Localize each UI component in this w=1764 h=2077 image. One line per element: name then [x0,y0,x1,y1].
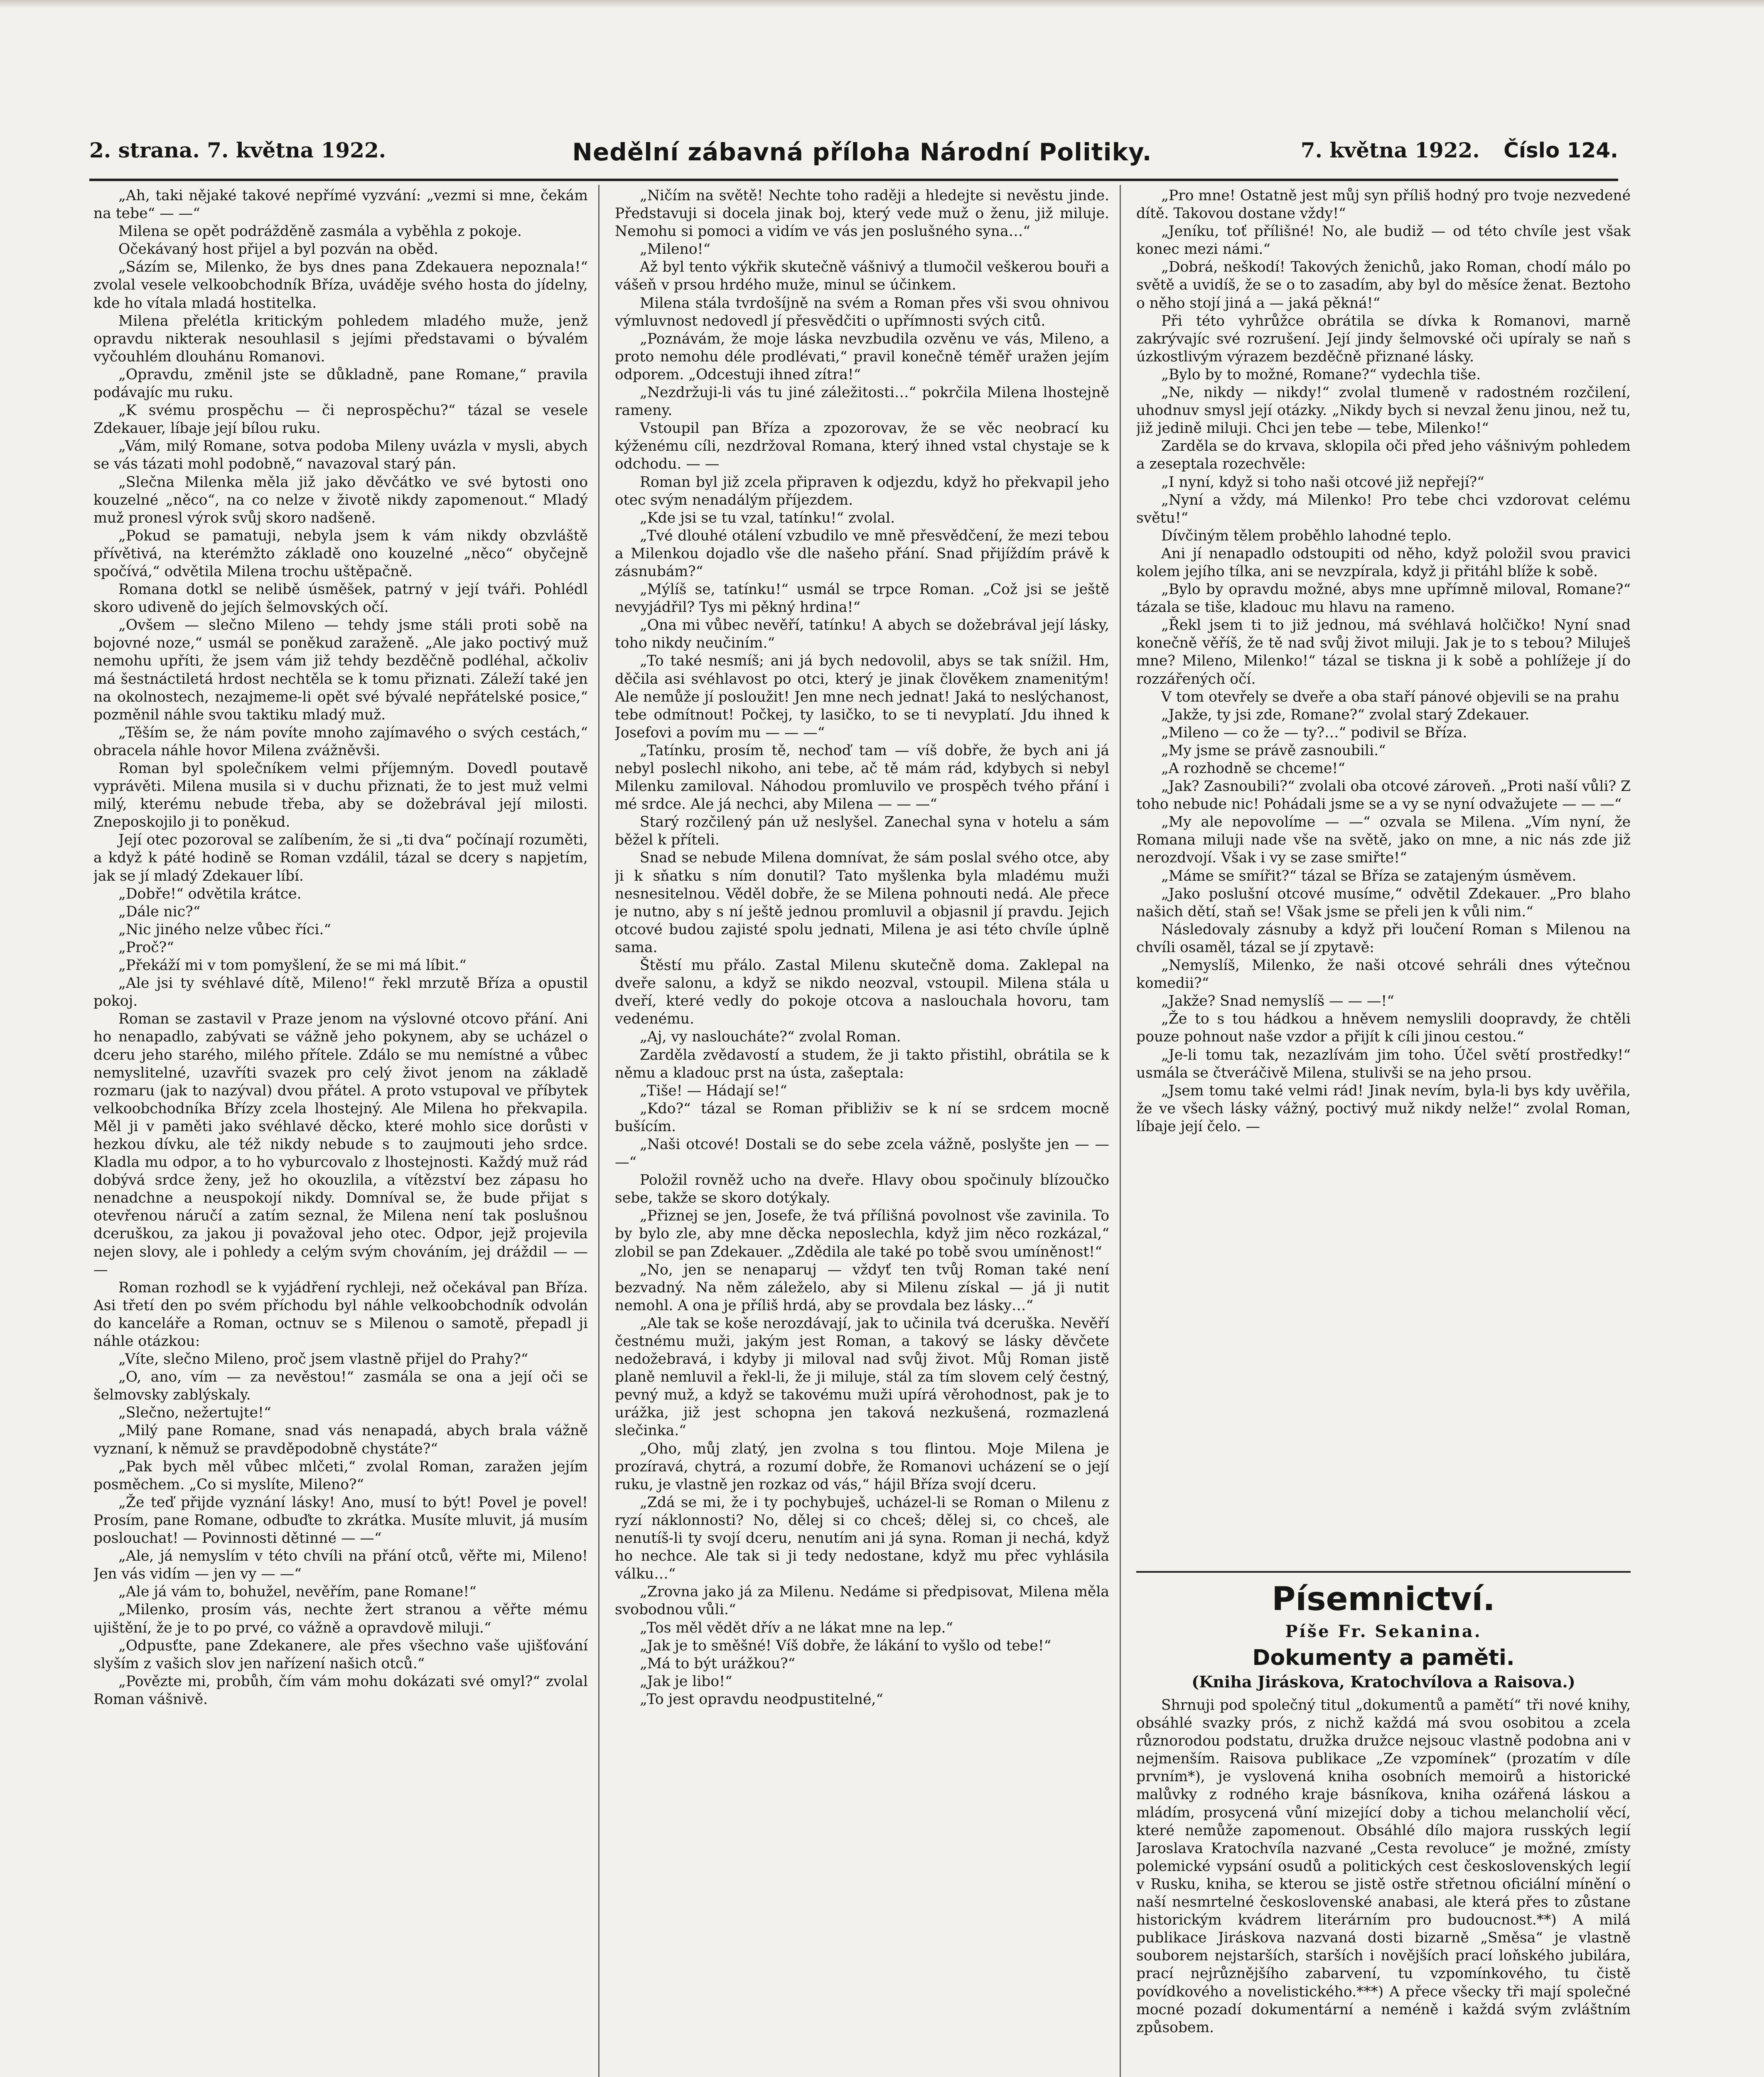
story-paragraph: „Jakže, ty jsi zde, Romane?“ zvolal starý Zdekauer. [1161,706,1530,723]
story-paragraph: „Ne, nikdy — nikdy!“ zvolal tlumeně v radostném rozčilení, uhodnuv smysl její otázky. „Nikdy bych si nevzal ženu jinou, než tu, již jedině miluji. Chci jen tebe — tebe, Milenko!“ [1136,384,1631,437]
story-paragraph: „Bylo by opravdu možné, abys mne upřímně miloval, Romane?“ tázala se tiše, kladouc mu hlavu na rameno. [1136,581,1631,616]
story-paragraph: „Ale tak se koše nerozdávají, jak to učinila tvá dceruška. Nevěří čestnému muži, jakým jest Roman, a takový se lásky děvčete nedožebravá, i kdyby ji miloval nad svůj život. Můj Roman jistě planě nemluvil a řekl-li, že ji miluje, stál za tím slovem celý čestný, pevný muž, a když se takovému muži upírá věrohodnost, pak je to urážka, již jest schopna jen taková nezkušená, rozmazlená slečinka.“ [615,1315,1109,1439]
story-paragraph: Až byl tento výkřik skutečně vášnivý a tlumočil veškerou bouři a vášeň v prsou hrdého muže, minul se účinkem. [615,259,1109,294]
story-paragraph: „Že teď přijde vyznání lásky! Ano, musí to být! Povel je povel! Prosím, pane Romane, odbuďte to zkrátka. Musíte mluvit, já musím poslouchat! — Povinnosti dětinné — —“ [93,1494,588,1547]
story-paragraph: „Dobrá, neškodí! Takových ženichů, jako Roman, chodí málo po světě a uvidíš, že se o to zasadím, aby byl do měsíce ženat. Beztoho o něho stojí jiná a — jaká pěkná!“ [1136,259,1631,312]
story-paragraph: „Slečna Milenka měla již jako děvčátko ve své bytosti ono kouzelné „něco“, na co nelze v životě nikdy zapomenout.“ Mladý muž pronesl výrok svůj skoro nadšeně. [93,474,588,526]
story-paragraph: „Odpusťte, pane Zdekanere, ale přes všechno vaše ujišťování slyším z vašich slov jen nařízení našich otců.“ [93,1637,588,1672]
story-paragraph: „Zdá se mi, že i ty pochybuješ, ucházel-li se Roman o Milenu z ryzí náklonnosti? No, dělej si co chceš; dělej si, co chceš, ale nenutíš-li ty svojí dceru, nenutím ani já syna. Roman ji nechá, když ho nechce. Ale tak si ji tedy nedostane, když mu přec vyhlásila válku…“ [615,1494,1109,1583]
story-paragraph: Milena přelétla kritickým pohledem mladého muže, jenž opravdu nikterak nesouhlasil s jejími představami o bývalém vyčouhlém dlouhánu Romanovi. [93,312,588,365]
column-rule-1 [598,185,599,2077]
story-paragraph: „Sázím se, Milenko, že bys dnes pana Zdekauera nepoznala!“ zvolal vesele velkoobchodník Bříza, uváděje svého hosta do jídelny, kde ho vítala mladá hostitelka. [93,259,588,312]
story-paragraph: „Dobře!“ odvětila krátce. [118,885,302,902]
story-paragraph: „Jakže? Snad nemyslíš — — —!“ [1161,993,1394,1010]
story-paragraph: Starý rozčilený pán už neslyšel. Zanechal syna v hotelu a sám běžel k příteli. [615,814,1109,849]
header-page-date: 2. strana. 7. května 1922. [89,138,386,162]
column-rule-2 [1120,185,1121,2077]
story-paragraph: „My jsme se právě zasnoubili.“ [1161,742,1386,759]
story-paragraph: „Ale já vám to, bohužel, nevěřím, pane Romane!“ [118,1584,477,1601]
story-paragraph: Štěstí mu přálo. Zastal Milenu skutečně doma. Zaklepal na dveře salonu, a když se nikdo neozval, vstoupil. Milena stála u dveří, které vedly do pokoje otcova a naslouchala hovoru, tam vedenému. [615,957,1109,1028]
story-paragraph: „Bylo by to možné, Romane?“ vydechla tiše. [1161,366,1481,383]
story-paragraph: „Ale jsi ty svéhlavé dítě, Mileno!“ řekl mrzutě Bříza a opustil pokoj. [93,975,588,1010]
story-paragraph: „To také nesmíš; ani já bych nedovolil, abys se tak snížil. Hm, děčila asi svéhlavost po otci, který je jinak člověkem znamenitým! Ale nemůže jí posloužit! Jen mne nech jednat! Jaká to neslýchanost, tebe odmítnout! Počkej, ty lasičko, to se ti nevyplatí. Jdu ihned k Josefovi a povím mu — — —“ [615,653,1109,741]
story-paragraph: Zarděla se do krvava, sklopila oči před jeho vášnivým pohledem a zeseptala rozechvěle: [1136,438,1631,473]
story-paragraph: „K svému prospěchu — či neprospěchu?“ tázal se vesele Zdekauer, líbaje její bílou ruku. [93,402,588,437]
story-paragraph: „Ona mi vůbec nevěří, tatínku! A abych se dožebrával její lásky, toho nikdy neučiním.“ [615,617,1109,652]
section-title: Písemnictví. [1272,1581,1495,1618]
story-paragraph: „Ale, já nemyslím v této chvíli na přání otců, věřte mi, Mileno! Jen vás vidím — jen vy — —“ [93,1548,588,1583]
header-right [1301,138,1618,162]
story-paragraph: „Oho, můj zlatý, jen zvolna s tou flintou. Moje Milena je prozíravá, chytrá, a rozumí dobře, že Romanovi ucházení se o její ruku, je vlastně jen rozkaz od vás,“ hájil Bříza svojí dceru. [615,1440,1109,1493]
story-paragraph: „Milenko, prosím vás, nechte žert stranou a věřte mému ujištění, že je to po prvé, co vážně a opravdově miluji.“ [93,1601,588,1636]
story-paragraph: „Tos měl vědět dřív a ne lákat mne na lep.“ [640,1619,953,1636]
column-3-story [1136,187,1631,1566]
story-paragraph: „Nyní a vždy, má Milenko! Pro tebe chci vzdorovat celému světu!“ [1136,491,1631,526]
story-paragraph: Roman byl společníkem velmi příjemným. Dovedl poutavě vyprávěti. Milena musila si v duchu přiznati, že to jest muž velmi milý, kterému nebude třeba, aby se dožebrával její milosti. Zneposkojilo ji to poněkud. [93,760,588,831]
story-paragraph: Roman rozhodl se k vyjádření rychleji, než očekával pan Bříza. Asi třetí den po svém příchodu byl náhle velkoobchodník odvolán do kanceláře a Roman, octnuv se s Milenou o samotě, přepadl ji náhle otázkou: [93,1279,588,1350]
column-2 [615,187,1109,2077]
story-paragraph: „Mileno — co že — ty?…“ podivil se Bříza. [1161,724,1467,741]
story-paragraph: „Tvé dlouhé otálení vzbudilo ve mně přesvědčení, že mezi tebou a Milenkou dojadlo vše dle našeho přání. Snad přijíždím právě k zásnubám?“ [615,527,1109,580]
story-paragraph: Roman byl již zcela připraven k odjezdu, když ho překvapil jeho otec svým nenadálým příjezdem. [615,474,1109,508]
story-paragraph: „Slečno, nežertujte!“ [118,1404,271,1421]
story-paragraph: „Přiznej se jen, Josefe, že tvá přílišná povolnost vše zavinila. To by bylo zle, aby mne děcka neposlechla, když jim něco rozkázal,“ zlobil se pan Zdekauer. „Zdědila ale také po tobě svou umíněnost!“ [615,1208,1109,1260]
story-paragraph: „A rozhodně se chceme!“ [1161,760,1345,777]
story-paragraph: „Překáží mi v tom pomyšlení, že se mi má líbit.“ [118,957,467,974]
story-paragraph: „Těším se, že nám povíte mnoho zajímavého o svých cestách,“ obracela náhle hovor Milena zvážněvši. [93,724,588,759]
story-paragraph: „Poznávám, že moje láska nevzbudila ozvěnu ve vás, Mileno, a proto nemohu déle prodlévati,“ pravil konečně téměř uražen jejím odporem. „Odcestuji ihned zítra!“ [615,330,1109,383]
story-paragraph: „Jeníku, toť přílišné! No, ale budiž — od této chvíle jest však konec mezi námi.“ [1136,223,1631,258]
story-paragraph: „To jest opravdu neodpustitelné,“ [640,1691,883,1708]
story-paragraph: „O, ano, vím — za nevěstou!“ zasmála se ona a její oči se šelmovsky zablýskaly. [93,1369,588,1404]
article-body [1136,1696,1631,2077]
story-paragraph: Milena stála tvrdošíjně na svém a Roman přes vši svou ohnivou výmluvnost nedovedl jí přesvědčiti o upřímnosti svých citů. [615,295,1109,329]
story-paragraph: „Tiše! — Hádají se!“ [640,1082,787,1099]
story-paragraph: „Ovšem — slečno Mileno — tehdy jsme stáli proti sobě na bojovné noze,“ usmál se poněkud zaraženě. „Ale jako poctivý muž nemohu upříti, že jsem vám již tehdy bezděčně podléhal, ačkoliv má šestnáctiletá hrdost nechtěla se k tomu přiznati. Záleží také jen na okolnostech, nezajmeme-li opět své bývalé nepřátelské posice,“ pozměnil náhle svou taktiku mladý muž. [93,617,588,723]
story-paragraph: Ani jí nenapadlo odstoupiti od něho, když položil svou pravici kolem jejího tílka, ani se nevzpírala, když ji přitáhl blíže k sobě. [1136,545,1631,580]
story-paragraph: „Jsem tomu také velmi rád! Jinak nevím, byla-li bys kdy uvěřila, že ve všech lásky vážný, poctivý muž nikdy nelže!“ zvolal Roman, líbaje její čelo. — [1136,1082,1631,1135]
column-1 [93,187,588,2077]
story-paragraph: „Je-li tomu tak, nezazlívám jim toho. Účel světí prostředky!“ usmála se čtveráčivě Milena, stulivši se na jeho prsou. [1136,1046,1631,1081]
story-paragraph: „Pro mne! Ostatně jest můj syn příliš hodný pro tvoje nezvedené dítě. Takovou dostane vždy!“ [1136,187,1631,222]
header-issue-number: Číslo 124. [1504,138,1618,162]
story-paragraph: „Mileno!“ [640,241,711,258]
story-paragraph: „Naši otcové! Dostali se do sebe zcela vážně, poslyšte jen — — —“ [615,1136,1109,1171]
story-paragraph: Následovaly zásnuby a když při loučení Roman s Milenou na chvíli osaměl, tázal se jí zpytavě: [1136,921,1631,956]
story-paragraph: „Aj, vy nasloucháte?“ zvolal Roman. [640,1029,901,1046]
page-top-edge [0,0,1764,8]
story-paragraph: „Milý pane Romane, snad vás nenapadá, abych brala vážně vyznaní, k němuž se pravděpodobně chystáte?“ [93,1422,588,1457]
story-paragraph: „Kde jsi se tu vzal, tatínku!“ zvolal. [640,509,895,526]
story-paragraph: „Mýlíš se, tatínku!“ usmál se trpce Roman. „Což jsi se ještě nevyjádřil? Tys mi pěkný hrdina!“ [615,581,1109,616]
story-paragraph: Romana dotkl se nelibě úsměšek, patrný v její tváři. Pohlédl skoro udiveně do jejích šelmovských očí. [93,581,588,616]
story-paragraph: „Kdo?“ tázal se Roman přibliživ se k ní se srdcem mocně bušícím. [615,1100,1109,1135]
story-paragraph: Vstoupil pan Bříza a zpozorovav, že se věc neobrací ku kýženému cíli, nezdržoval Romana, který ihned vstal chystaje se k odchodu. — — [615,420,1109,473]
story-paragraph: „Nic jiného nelze vůbec říci.“ [118,921,331,938]
story-paragraph: „Proč?“ [118,939,174,956]
story-paragraph: „Ah, taki nějaké takové nepřímé vyzvání: „vezmi si mne, čekám na tebe“ — —“ [93,187,588,222]
story-paragraph: „Vám, milý Romane, sotva podoba Mileny uvázla v mysli, abych se vás tázati mohl podobně,“ navazoval starý pán. [93,438,588,473]
story-paragraph: Její otec pozoroval se zalíbením, že si „ti dva“ počínají rozuměti, a když k páté hodině se Roman vzdálil, tázal se dcery s napjetím, jak se jí mladý Zdekauer líbí. [93,832,588,884]
story-paragraph: „I nyní, když si toho naši otcové již nepřejí?“ [1161,474,1484,491]
story-paragraph: „Pokud se pamatuji, nebyla jsem k vám nikdy obzvláště přívětivá, na kterémžto základě ono kouzelné „něco“ obyčejně spočívá,“ odvětila Milena trochu uštěpačně. [93,527,588,580]
story-paragraph: „Nemyslíš, Milenko, že naši otcové sehráli dnes výtečnou komedii?“ [1136,957,1631,992]
story-paragraph: „Jak je libo!“ [640,1673,732,1690]
story-paragraph: „Pak bych měl vůbec mlčeti,“ zvolal Roman, zaražen jejím posměchem. „Co si myslíte, Mileno?“ [93,1458,588,1493]
story-paragraph: Roman se zastavil v Praze jenom na výslovné otcovo přání. Ani ho nenapadlo, zabývati se vážně jeho pokynem, aby se ucházel o dceru jeho starého, milého přítele. Zdálo se mu nemístné a vůbec nemyslitelné, uzavříti svazek pro celý život jenom na základě rozmaru (jak to nazýval) dvou přátel. A proto vstupoval ve příbytek velkoobchodníka Břízy zcela lhostejný. Ale Milena ho překvapila. Měl ji v paměti jako svéhlavé děcko, které mohlo sice dorůsti v hezkou dívku, ale též nikdy nebude s to zaujmouti jeho srdce. Kladla mu odpor, a to ho vyburcovalo z lhostejnosti. Každý muž rád dobývá srdce ženy, jež ho okouzlila, a vítězství bez zápasu ho nenadchne a neuspokojí nikdy. Domníval se, že bude přijat s otevřenou náručí a zatím seznal, že Milena není tak poslušnou dceruškou, za jakou ji považoval jeho otec. Odpor, jejž projevila nejen slovy, ale i pohledy a celým svým chováním, jej dráždil — — — [93,1011,588,1278]
story-paragraph: „Řekl jsem ti to již jednou, má svéhlavá holčičko! Nyní snad konečně věříš, že tě nad svůj život miluji. Jak je to s tebou? Miluješ mne? Mileno, Milenko!“ tázal se tiskna ji k sobě a pohlížeje jí do rozzářených očí. [1136,617,1631,687]
story-paragraph: „Opravdu, změnil jste se důkladně, pane Romane,“ pravila podávajíc mu ruku. [93,366,588,401]
story-paragraph: „Zrovna jako já za Milenu. Nedáme si předpisovat, Milena měla svobodnou vůli.“ [615,1584,1109,1618]
story-paragraph: Očekávaný host přijel a byl pozván na oběd. [118,241,438,258]
story-paragraph: „Jak? Zasnoubili?“ zvolali oba otcové zároveň. „Proti naší vůli? Z toho nebude nic! Pohádali jsme se a vy se nyní odvažujete — — —“ [1136,778,1631,813]
story-paragraph: „Nezdržuji-li vás tu jiné záležitosti…“ pokrčila Milena lhostejně rameny. [615,384,1109,419]
story-paragraph: „Víte, slečno Mileno, proč jsem vlastně přijel do Prahy?“ [118,1351,528,1368]
story-paragraph: „Jak je to směšné! Víš dobře, že lákání to vyšlo od tebe!“ [640,1637,1052,1654]
story-paragraph: „Máme se smířit?“ tázal se Bříza se zatajeným úsměvem. [1161,867,1577,884]
story-paragraph: „My ale nepovolíme — —“ ozvala se Milena. „Vím nyní, že Romana miluji nade vše na světě, jako on mne, a nic nás zde již nerozdvojí. Však i vy se zase smiřte!“ [1136,814,1631,867]
article-subtitle: (Kniha Jiráskova, Kratochvílova a Raisova.) [1192,1672,1575,1691]
column-3 [1136,187,1631,2077]
story-paragraph: Při této vyhrůžce obrátila se dívka k Romanovi, marně zakrývajíc své rozrušení. Její jindy šelmovské oči upíraly se naň s úzkostlivým výrazem bezděčně přiznané lásky. [1136,312,1631,365]
story-paragraph: Dívčiným tělem proběhlo lahodné teplo. [1161,527,1452,544]
story-paragraph: Milena se opět podrážděně zasmála a vyběhla z pokoje. [118,223,522,240]
story-paragraph: „Dále nic?“ [118,903,201,920]
article-title: Dokumenty a paměti. [1252,1645,1515,1670]
story-paragraph: „Tatínku, prosím tě, nechoď tam — víš dobře, že bych ani já nebyl poslechl nikoho, ani tebe, ač tě mám rád, kdybych si nebyl Milenku zamiloval. Náhodou promluvilo ve prospěch tvého přání i mé srdce. Ale já nechci, aby Milena — — —“ [615,742,1109,813]
header-right-date: 7. května 1922. [1300,138,1480,162]
section-author: Píše Fr. Sekanina. [1285,1622,1482,1641]
story-paragraph: Položil rovněž ucho na dveře. Hlavy obou spočinuly blízoučko sebe, takže se skoro dotýkaly. [615,1172,1109,1207]
article-paragraph: Shrnuji pod společný titul „dokumentů a pamětí“ tři nové knihy, obsáhlé svazky prós, z nichž každá má svou osobitou a zcela různorodou podstatu, družka družce nejsouc vlastně podobna ani v nejmenším. Raisova publikace „Ze vzpomínek“ (prozatím v díle prvním*), je vyslovená kniha osobních memoirů a historické malůvky z rodného kraje básníkova, kniha ozářená láskou a mládím, prosycená vůní mizející doby a tichou melancholií věcí, které nemůže zapomenout. Obsáhlé dílo majora rusských legií Jaroslava Kratochvíla nazvané „Cesta revoluce“ je možné, zmísty polemické vypsání osudů a politických cest československých legií v Rusku, kniha, se kterou se jistě ostře střetnou oficiální mínění o naší nesmrtelné československé anabasi, ale která přes to zůstane historickým kvádrem literárním pro budoucnost.**) A milá publikace Jiráskova nazvaná dosti bizarně „Směsa“ je vlastně souborem nejstarších, starších i novějších prací loňského jubilára, prací nejrůznějšího zabarvení, tu vzpomínkového, tu čistě povídkového a novelistického.***) A přece všecky tři mají společné mocné pozadí dokumentární a neméně i každá svým zvláštním způsobem. [1136,1697,1631,2036]
story-paragraph: „Povězte mi, probůh, čím vám mohu dokázati své omyl?“ zvolal Roman vášnivě. [93,1673,588,1708]
story-paragraph: V tom otevřely se dveře a oba staří pánové objevili se na prahu [1161,688,1620,705]
story-paragraph: „No, jen se nenaparuj — vždyť ten tvůj Roman také není bezvadný. Na něm záleželo, aby si Milenu získal — já ji nutit nemohl. A ona je příliš hrdá, aby se provdala bez lásky…“ [615,1261,1109,1314]
story-paragraph: Zarděla zvědavostí a studem, že ji takto přistihl, obrátila se k němu a kladouc prst na ústa, zašeptala: [615,1046,1109,1081]
story-paragraph: „Ničím na světě! Nechte toho raději a hledejte si nevěstu jinde. Představuji si docela jinak boj, který vede muž o ženu, již miluje. Nemohu si pomoci a vidím ve vás jen poslušného syna…“ [615,187,1109,240]
story-paragraph: „Má to být urážkou?“ [640,1655,796,1672]
story-paragraph: „Jako poslušní otcové musíme,“ odvětil Zdekauer. „Pro blaho našich dětí, staň se! Však jsme se přeli jen k vůli nim.“ [1136,885,1631,920]
page-header [89,133,1618,181]
header-masthead: Nedělní zábavná příloha Národní Politiky. [572,138,1152,166]
story-paragraph: Snad se nebude Milena domnívat, že sám poslal svého otce, aby ji k sňatku s ním donutil? Tato myšlenka byla mladému muži nesnesitelnou. Věděl dobře, že se Milena pohnouti nedá. Ale přece je nutno, aby s ní ještě jednou promluvil a objasnil jí pravdu. Jejich otcové budou zajisté spolu jednati, Milena je asi této chvíle úplně sama. [615,849,1109,956]
section-divider [1136,1571,1631,1573]
story-paragraph: „Že to s tou hádkou a hněvem nemyslili doopravdy, že chtěli pouze pohnout naše vzdor a přijít k cíli jinou cestou.“ [1136,1011,1631,1046]
